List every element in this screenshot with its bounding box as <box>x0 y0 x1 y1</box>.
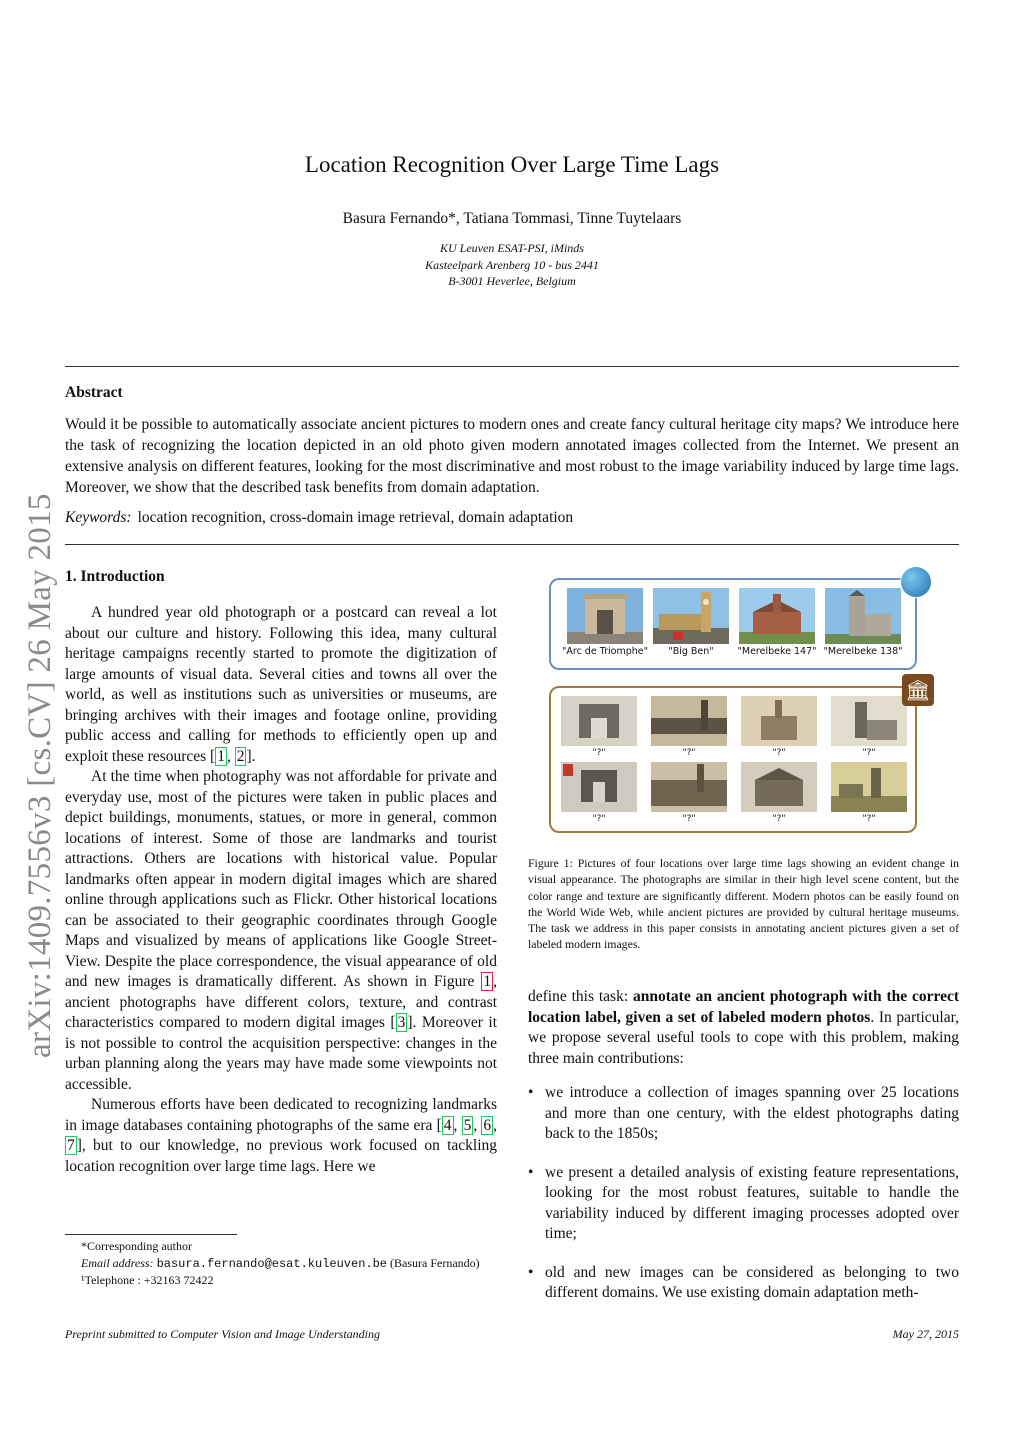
bottom-rule <box>65 544 959 545</box>
abstract-text: Would it be possible to automatically associate ancient pictures to modern ones and create fancy cultural heritage city maps? We introduce here the task of recognizing the location depicted in an old photo given modern annotated images collected from the Internet. We present an extensive analysis on different features, looking for the most discriminative and most robust to the image variability induced by large time lags. Moreover, we show that the described task benefits from domain adaptation. <box>65 416 959 496</box>
ancient-photo <box>561 696 637 746</box>
label-big-ben: "Big Ben" <box>668 646 714 657</box>
figure-caption: Figure 1: Pictures of four locations over large time lags showing an evident change in visual appearance. The photographs are similar in their high level scene content, but the color range and texture are significantly different. Modern photos can be easily found on the World Wide Web, while ancient pictures are provided by cultural heritage museums. The task we address in this paper consists in annotating ancient pictures given a set of labeled modern images. <box>528 856 959 952</box>
unknown-label: "?" <box>862 748 876 758</box>
ancient-photo <box>651 762 727 812</box>
arxiv-sidebar-stamp: arXiv:1409.7556v3 [cs.CV] 26 May 2015 <box>22 493 58 1058</box>
top-rule <box>65 366 959 367</box>
footnote-email: Email address: basura.fernando@esat.kuleuven.be (Basura Fernando) <box>81 1255 480 1271</box>
photo-merelbeke-138 <box>825 588 901 644</box>
author-list: Basura Fernando*, Tatiana Tommasi, Tinne Tuytelaars <box>342 210 682 227</box>
unknown-label: "?" <box>772 814 786 824</box>
modern-photos-panel <box>549 578 917 670</box>
affiliation-line: B-3001 Heverlee, Belgium <box>448 274 576 288</box>
section-heading-introduction: 1. Introduction <box>65 568 165 585</box>
paragraph: Numerous efforts have been dedicated to recognizing landmarks in image databases containing photographs of the same era [ 4 , 5 , 6 , 7 ], but to our knowledge, no previous work focused on tackling location recognition over large time lags. Here we <box>65 1096 498 1175</box>
unknown-label: "?" <box>862 814 876 824</box>
ancient-photo <box>831 762 907 812</box>
abstract-heading: Abstract <box>65 384 123 401</box>
photo-arc-de-triomphe <box>567 588 643 644</box>
citation-link[interactable]: 2 <box>236 747 245 765</box>
paragraph: define this task: annotate an ancient photograph with the correct location label, given a set of labeled modern photos. In particular, we propose several useful tools to cope with this problem, making three main contributions: <box>528 988 960 1067</box>
unknown-label: "?" <box>772 748 786 758</box>
citation-link[interactable]: 7 <box>67 1137 75 1154</box>
footnote-rule <box>65 1234 237 1235</box>
keywords <box>65 509 573 527</box>
photo-merelbeke-147 <box>739 588 815 644</box>
citation-link[interactable]: 1 <box>217 747 225 765</box>
footer-journal: Preprint submitted to Computer Vision and Image Understanding <box>65 1327 380 1341</box>
footnote-phone: ¹Telephone : +32163 72422 <box>81 1273 214 1287</box>
ancient-photo <box>741 762 817 812</box>
footnotes <box>65 1238 497 1289</box>
figure-link[interactable]: 1 <box>483 973 492 990</box>
left-column <box>65 603 497 1177</box>
photo-big-ben <box>653 588 729 644</box>
affiliation <box>0 240 1024 290</box>
unknown-label: "?" <box>592 748 606 758</box>
citation-link[interactable]: 5 <box>463 1116 472 1134</box>
paragraph: A hundred year old photograph or a postcard can reveal a lot about our culture and history. Following this idea, many cultural heritage campaigns recently started to promote the digitization of large amounts of visual data. Several cities and towns all over the world, as well as institutions such as universities or museums, are bringing archives with their images and footage online, providing public access and calling for methods to efficiently open up and exploit these resources [ 1 , 2 ]. <box>65 604 497 765</box>
citation-link[interactable]: 4 <box>443 1116 452 1134</box>
keywords-text: location recognition, cross-domain image retrieval, domain adaptation <box>137 509 574 526</box>
list-item: • we introduce a collection of images spanning over 25 locations and more than one century, with the eldest photographs dating back to the 1850s; <box>528 1083 959 1145</box>
ancient-photo <box>561 762 637 812</box>
affiliation-line: KU Leuven ESAT-PSI, iMinds <box>440 241 584 255</box>
ancient-photo <box>831 696 907 746</box>
ancient-photo <box>741 696 817 746</box>
affiliation-line: Kasteelpark Arenberg 10 - bus 2441 <box>425 257 599 272</box>
ancient-photo <box>651 696 727 746</box>
contribution-list <box>528 1083 959 1304</box>
paper-title: Location Recognition Over Large Time Lags <box>304 152 720 177</box>
unknown-label: "?" <box>682 814 696 824</box>
email-link[interactable]: basura.fernando@esat.kuleuven.be <box>156 1256 387 1271</box>
citation-link[interactable]: 3 <box>397 1014 406 1031</box>
label-merelbeke-138: "Merelbeke 138" <box>823 646 903 657</box>
footer-date: May 27, 2015 <box>892 1327 959 1341</box>
globe-icon <box>900 566 932 598</box>
footnote-corresponding: *Corresponding author <box>81 1239 192 1253</box>
paragraph: At the time when photography was not affordable for private and everyday use, most of the pictures were taken in public places and depict buildings, monuments, statues, or more in general, common locations of interest. Some of those are landmarks and tourist attractions. Others are locations with historical value. Popular landmarks often appear in modern digital images which are shared online through applications such as Flickr. Other historical locations can be associated to their geographic coordinates through Google Maps and visualized by means of applications like Google Street-View. Despite the place correspondence, the visual appearance of old and new images is dramatically different. As shown in Figure 1 , ancient photographs have different colors, texture, and contrast characteristics compared to modern digital images [ 3 ]. Moreover it is not possible to control the acquisition perspective: changes in the urban planning along the years may have made some viewpoints not accessible. <box>65 768 498 1093</box>
citation-link[interactable]: 6 <box>483 1116 492 1134</box>
right-column <box>528 987 959 1322</box>
keywords-label: Keywords: <box>65 509 132 526</box>
label-merelbeke-147: "Merelbeke 147" <box>737 646 817 657</box>
unknown-label: "?" <box>592 814 606 824</box>
list-item: • old and new images can be considered as belonging to two different domains. We use existing domain adaptation meth- <box>528 1263 959 1304</box>
ancient-photos-panel <box>549 686 917 833</box>
label-arc-de-triomphe: "Arc de Triomphe" <box>562 646 648 657</box>
museum-icon: 🏛 <box>902 674 934 706</box>
unknown-label: "?" <box>682 748 696 758</box>
list-item: • we present a detailed analysis of existing feature representations, looking for the most robust features, suitable to handle the variability induced by different imaging processes adopted over time; <box>528 1163 959 1245</box>
